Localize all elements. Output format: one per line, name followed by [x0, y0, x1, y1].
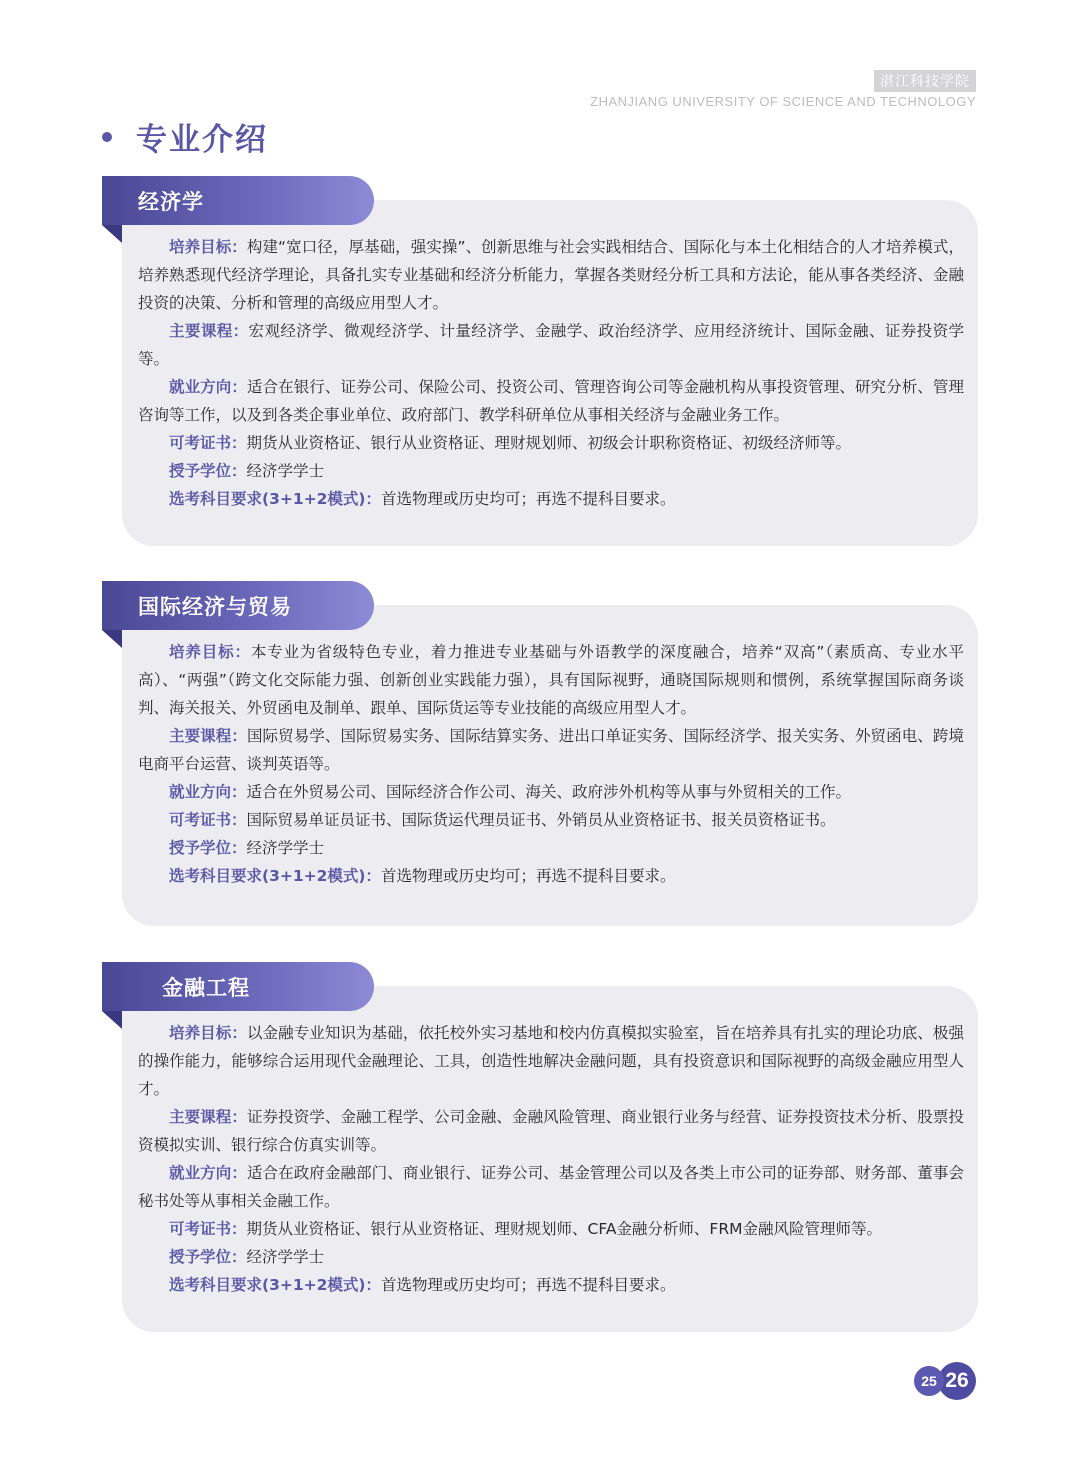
- item-label: 可考证书：: [169, 1220, 247, 1238]
- item-label: 可考证书：: [169, 811, 247, 829]
- item-label: 授予学位：: [169, 839, 247, 857]
- section-title: 金融工程: [102, 962, 374, 1011]
- item-employment: [138, 1159, 964, 1215]
- item-label: 主要课程：: [169, 1108, 247, 1126]
- section-title: 国际经济与贸易: [102, 581, 374, 630]
- item-label: 培养目标：: [169, 643, 251, 661]
- item-training-goal: [138, 1019, 964, 1103]
- item-text: 首选物理或历史均可；再选不提科目要求。: [381, 867, 676, 885]
- item-label: 选考科目要求(3+1+2模式)：: [169, 1276, 381, 1294]
- item-certificates: [138, 429, 964, 457]
- item-training-goal: [138, 638, 964, 722]
- item-label: 主要课程：: [169, 727, 247, 745]
- item-label: 选考科目要求(3+1+2模式)：: [169, 867, 381, 885]
- item-text: 适合在银行、证券公司、保险公司、投资公司、管理咨询公司等金融机构从事投资管理、研究分析、管理咨询等工作，以及到各类企事业单位、政府部门、教学科研单位从事相关经济与金融业务工作。: [138, 378, 964, 424]
- item-text: 国际贸易学、国际贸易实务、国际结算实务、进出口单证实务、国际经济学、报关实务、外贸函电、跨境电商平台运营、谈判英语等。: [138, 727, 964, 773]
- item-main-courses: [138, 317, 964, 373]
- section-body: [138, 233, 964, 513]
- item-text: 适合在政府金融部门、商业银行、证券公司、基金管理公司以及各类上市公司的证券部、财务部、董事会秘书处等从事相关金融工作。: [138, 1164, 964, 1210]
- item-label: 选考科目要求(3+1+2模式)：: [169, 490, 381, 508]
- item-subject-requirements: [138, 1271, 964, 1299]
- item-label: 授予学位：: [169, 1248, 247, 1266]
- item-degree: [138, 457, 964, 485]
- section-financial-engineering: [102, 962, 978, 1332]
- section-body: [138, 1019, 964, 1299]
- item-certificates: [138, 1215, 964, 1243]
- item-text: 期货从业资格证、银行从业资格证、理财规划师、CFA金融分析师、FRM金融风险管理师等。: [246, 1220, 882, 1238]
- item-label: 主要课程：: [169, 322, 249, 340]
- page-number-left: 25: [914, 1366, 944, 1396]
- page-number-right: 26: [938, 1362, 976, 1400]
- item-text: 构建“宽口径，厚基础，强实操”、创新思维与社会实践相结合、国际化与本土化相结合的人才培养模式，培养熟悉现代经济学理论，具备扎实专业基础和经济分析能力，掌握各类财经分析工具和方法论，能从事各类经济、金融投资的决策、分析和管理的高级应用型人才。: [138, 238, 964, 312]
- item-certificates: [138, 806, 964, 834]
- item-text: 首选物理或历史均可；再选不提科目要求。: [381, 490, 676, 508]
- item-employment: [138, 373, 964, 429]
- item-text: 宏观经济学、微观经济学、计量经济学、金融学、政治经济学、应用经济统计、国际金融、证券投资学等。: [138, 322, 964, 368]
- item-text: 经济学学士: [246, 1248, 325, 1266]
- school-header: [590, 70, 976, 109]
- page-numbers: [914, 1362, 976, 1400]
- page-title: 专业介绍: [136, 122, 268, 158]
- school-name-en: ZHANJIANG UNIVERSITY OF SCIENCE AND TECHNOLOGY: [590, 94, 976, 109]
- section-body: [138, 638, 964, 890]
- item-label: 培养目标：: [169, 1024, 247, 1042]
- item-label: 授予学位：: [169, 462, 247, 480]
- item-label: 就业方向：: [169, 1164, 247, 1182]
- item-text: 适合在外贸易公司、国际经济合作公司、海关、政府涉外机构等从事与外贸相关的工作。: [246, 783, 852, 801]
- section-economics: [102, 176, 978, 546]
- item-text: 国际贸易单证员证书、国际货运代理员证书、外销员从业资格证书、报关员资格证书。: [246, 811, 836, 829]
- item-degree: [138, 834, 964, 862]
- section-title: 经济学: [102, 176, 374, 225]
- item-text: 经济学学士: [246, 462, 325, 480]
- item-training-goal: [138, 233, 964, 317]
- tab-fold-decoration: [102, 630, 122, 648]
- item-text: 经济学学士: [246, 839, 325, 857]
- item-subject-requirements: [138, 485, 964, 513]
- item-text: 证券投资学、金融工程学、公司金融、金融风险管理、商业银行业务与经营、证券投资技术分析、股票投资模拟实训、银行综合仿真实训等。: [138, 1108, 964, 1154]
- item-label: 就业方向：: [169, 378, 247, 396]
- item-label: 培养目标：: [169, 238, 247, 256]
- item-text: 首选物理或历史均可；再选不提科目要求。: [381, 1276, 676, 1294]
- item-main-courses: [138, 722, 964, 778]
- item-main-courses: [138, 1103, 964, 1159]
- school-name-cn: 湛江科技学院: [874, 70, 976, 92]
- item-employment: [138, 778, 964, 806]
- page-title-row: [102, 114, 268, 159]
- section-international-trade: [102, 581, 978, 926]
- item-label: 就业方向：: [169, 783, 247, 801]
- item-text: 期货从业资格证、银行从业资格证、理财规划师、初级会计职称资格证、初级经济师等。: [246, 434, 852, 452]
- item-degree: [138, 1243, 964, 1271]
- item-text: 本专业为省级特色专业，着力推进专业基础与外语教学的深度融合，培养“双高”（素质高、专业水平高）、“两强”（跨文化交际能力强、创新创业实践能力强），具有国际视野，通晓国际规则和惯例，系统掌握国际商务谈判、海关报关、外贸函电及制单、跟单、国际货运等专业技能的高级应用型人才。: [138, 643, 964, 717]
- tab-fold-decoration: [102, 225, 122, 243]
- item-label: 可考证书：: [169, 434, 247, 452]
- bullet-dot-icon: [102, 132, 112, 142]
- tab-fold-decoration: [102, 1011, 122, 1029]
- item-subject-requirements: [138, 862, 964, 890]
- item-text: 以金融专业知识为基础，依托校外实习基地和校内仿真模拟实验室，旨在培养具有扎实的理论功底、极强的操作能力，能够综合运用现代金融理论、工具，创造性地解决金融问题，具有投资意识和国际视野的高级金融应用型人才。: [138, 1024, 964, 1098]
